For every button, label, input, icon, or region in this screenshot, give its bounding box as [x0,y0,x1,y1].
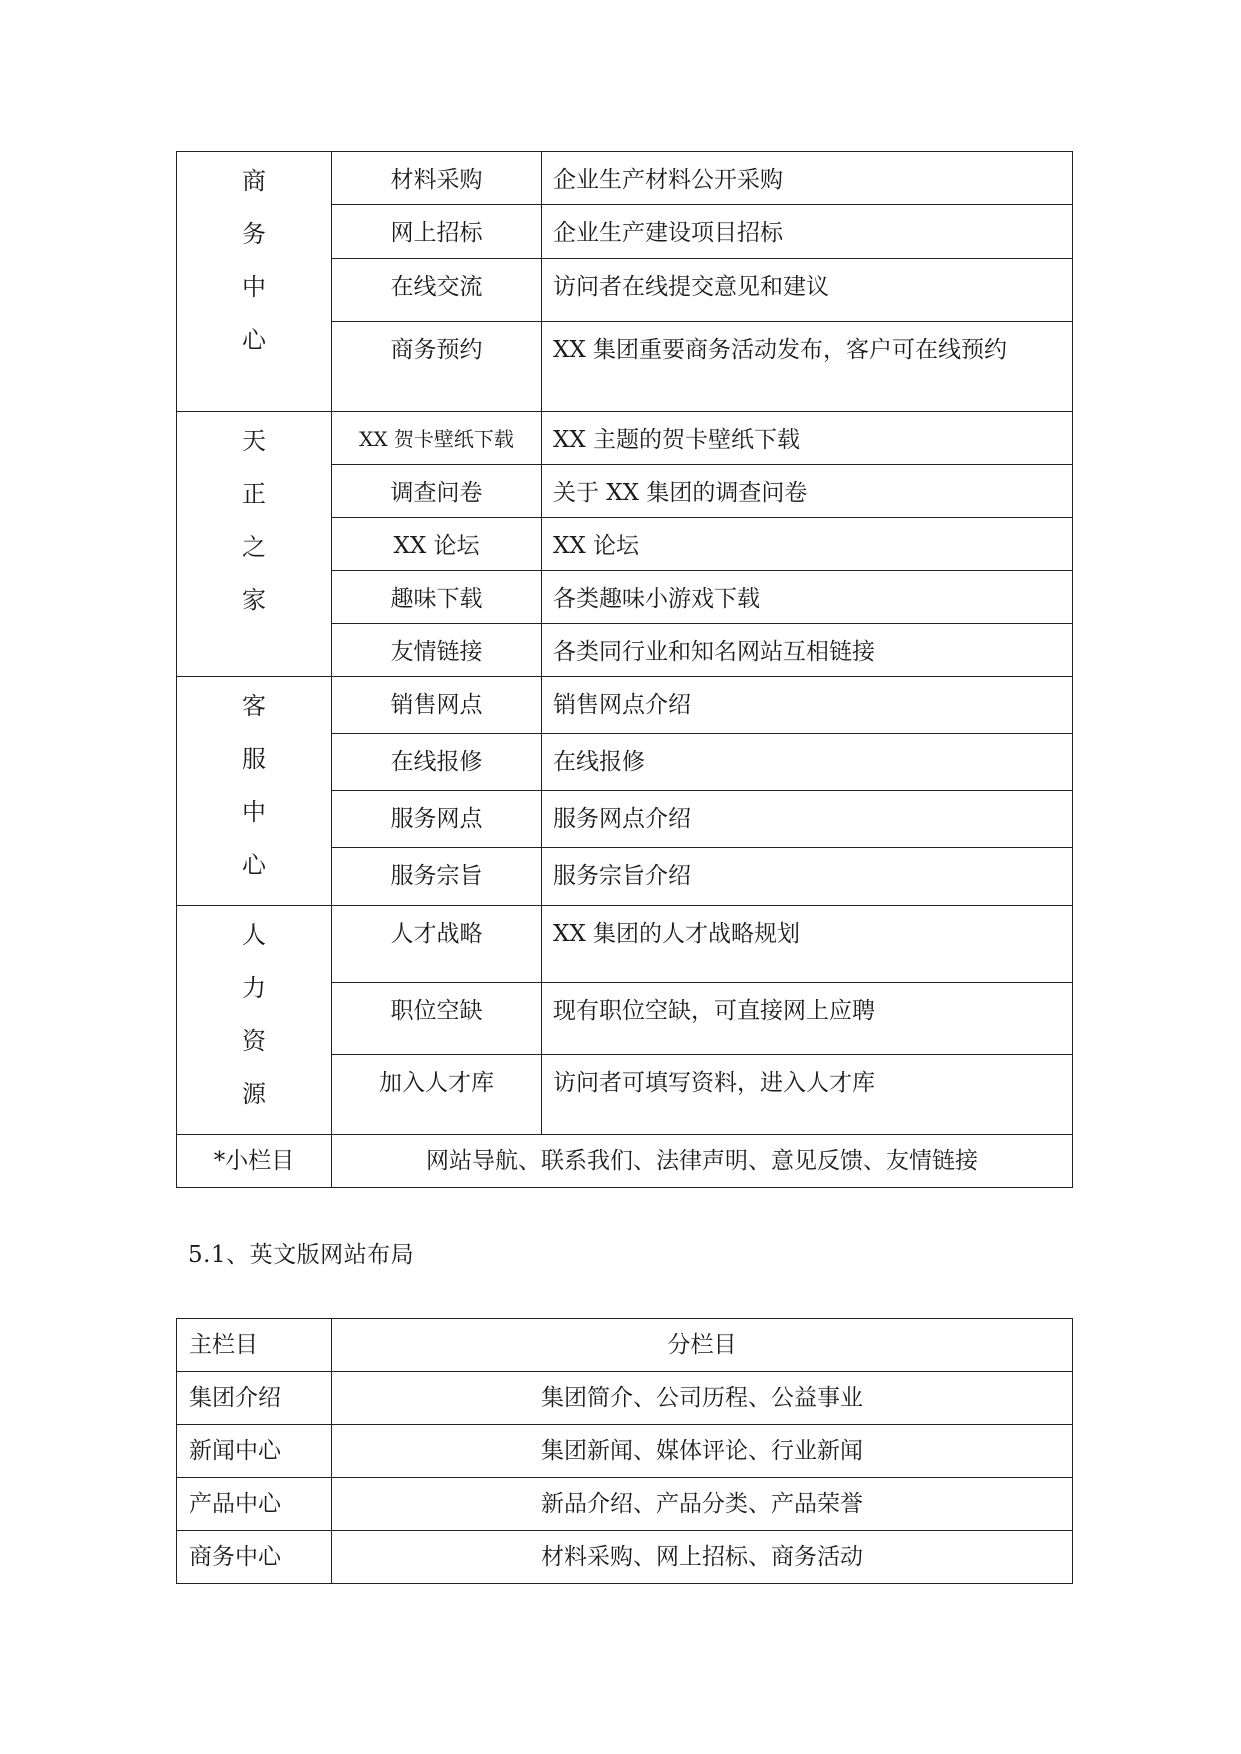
main-column-cell: 产品中心 [177,1478,332,1531]
category-cell-business-center: 商 务 中 心 [177,152,332,412]
subcolumn-cell: 服务网点 [332,790,542,847]
main-column-cell: 商务中心 [177,1531,332,1584]
main-column-cell: 新闻中心 [177,1425,332,1478]
table-row [177,1135,1073,1188]
subcolumn-cell: 友情链接 [332,624,542,677]
main-column-cell: 集团介绍 [177,1372,332,1425]
section-heading: 5.1、英文版网站布局 [188,1242,415,1268]
description-cell: 企业生产建设项目招标 [542,205,1073,259]
table-row [177,412,1073,465]
table-row [177,1531,1073,1584]
description-cell: 现有职位空缺，可直接网上应聘 [542,983,1073,1055]
description-cell: 各类同行业和知名网站互相链接 [542,624,1073,677]
minor-column-label: *小栏目 [177,1135,332,1188]
sub-column-cell: 集团新闻、媒体评论、行业新闻 [332,1425,1073,1478]
table-row [177,1478,1073,1531]
subcolumn-cell: 网上招标 [332,205,542,259]
subcolumn-cell: 人才战略 [332,906,542,983]
description-cell: 在线报修 [542,733,1073,790]
header-sub-column: 分栏目 [332,1319,1073,1372]
subcolumn-cell: 趣味下载 [332,571,542,624]
description-cell: 访问者在线提交意见和建议 [542,259,1073,322]
minor-column-value: 网站导航、联系我们、法律声明、意见反馈、友情链接 [332,1135,1073,1188]
category-cell-tianzheng-home: 天 正 之 家 [177,412,332,677]
subcolumn-cell: XX 论坛 [332,518,542,571]
category-cell-customer-service: 客 服 中 心 [177,677,332,906]
table-header-row [177,1319,1073,1372]
description-cell: 服务宗旨介绍 [542,847,1073,905]
subcolumn-cell: 在线报修 [332,733,542,790]
header-main-column: 主栏目 [177,1319,332,1372]
subcolumn-cell: 在线交流 [332,259,542,322]
subcolumn-cell: 商务预约 [332,322,542,412]
chinese-site-layout-table [176,151,1073,1188]
subcolumn-cell: 职位空缺 [332,983,542,1055]
description-cell: XX 论坛 [542,518,1073,571]
subcolumn-cell: 服务宗旨 [332,847,542,905]
description-cell: 各类趣味小游戏下载 [542,571,1073,624]
description-cell: 服务网点介绍 [542,790,1073,847]
sub-column-cell: 材料采购、网上招标、商务活动 [332,1531,1073,1584]
subcolumn-cell: XX 贺卡壁纸下载 [332,412,542,465]
description-cell: 销售网点介绍 [542,677,1073,734]
subcolumn-cell: 加入人才库 [332,1054,542,1134]
subcolumn-cell: 销售网点 [332,677,542,734]
description-cell: XX 集团的人才战略规划 [542,906,1073,983]
sub-column-cell: 集团简介、公司历程、公益事业 [332,1372,1073,1425]
description-cell: 企业生产材料公开采购 [542,152,1073,205]
subcolumn-cell: 材料采购 [332,152,542,205]
description-cell: XX 主题的贺卡壁纸下载 [542,412,1073,465]
description-cell: 访问者可填写资料，进入人才库 [542,1054,1073,1134]
english-site-layout-table [176,1318,1073,1584]
subcolumn-cell: 调查问卷 [332,465,542,518]
description-cell: 关于 XX 集团的调查问卷 [542,465,1073,518]
table-row [177,1372,1073,1425]
description-cell: XX 集团重要商务活动发布，客户可在线预约 [542,322,1073,412]
table-row [177,1425,1073,1478]
table-row [177,677,1073,734]
table-row [177,906,1073,983]
sub-column-cell: 新品介绍、产品分类、产品荣誉 [332,1478,1073,1531]
table-row [177,152,1073,205]
category-cell-human-resources: 人 力 资 源 [177,906,332,1135]
